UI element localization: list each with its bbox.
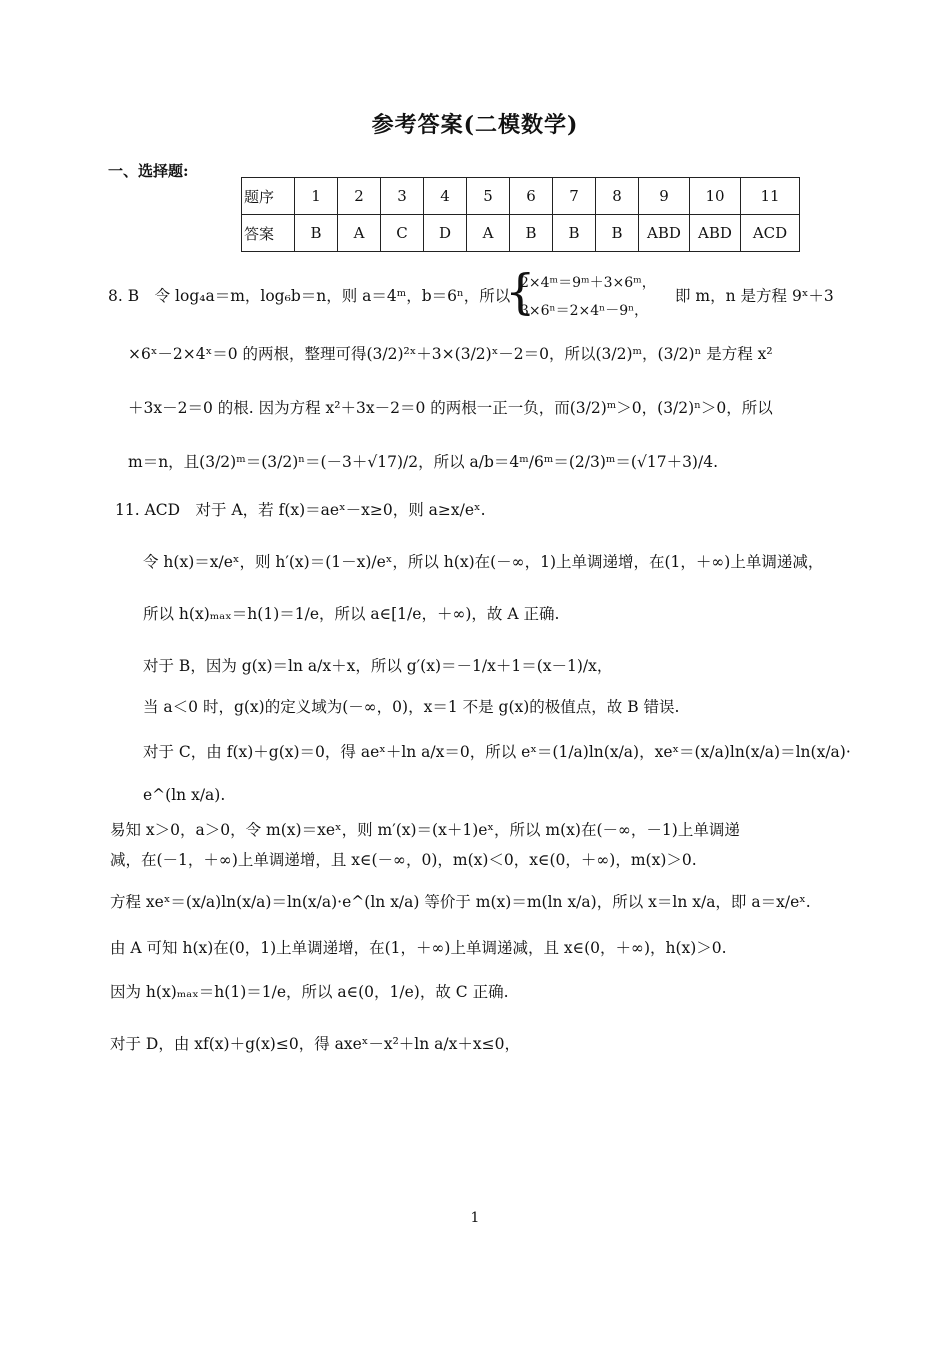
table-cell: 10	[690, 178, 741, 215]
section-heading: 一、选择题:	[108, 162, 189, 180]
table-cell: 8	[596, 178, 639, 215]
table-cell: D	[424, 215, 467, 252]
table-cell: 6	[510, 178, 553, 215]
table-cell: ABD	[690, 215, 741, 252]
q8-line-2: ×6ˣ－2×4ˣ＝0 的两根，整理可得(3/2)²ˣ＋3×(3/2)ˣ－2＝0，所以(3/2)ᵐ，(3/2)ⁿ 是方程 x²	[128, 345, 773, 363]
q11-line-5: 当 a＜0 时，g(x)的定义域为(－∞，0)，x＝1 不是 g(x)的极值点，故 B 错误.	[143, 698, 680, 716]
q11-line-12: 因为 h(x)ₘₐₓ＝h(1)＝1/e，所以 a∈(0，1/e)，故 C 正确.	[110, 983, 509, 1001]
q11-line-13: 对于 D，由 xf(x)＋g(x)≤0，得 axeˣ－x²＋ln a/x＋x≤0，	[110, 1035, 520, 1053]
q11-line-9: 减，在(－1，＋∞)上单调递增，且 x∈(－∞，0)，m(x)＜0，x∈(0，＋∞)，m(x)＞0.	[110, 851, 697, 869]
q8-line-1b: 即 m，n 是方程 9ˣ＋3	[675, 287, 834, 305]
row-label: 题序	[242, 178, 295, 215]
table-cell: ABD	[639, 215, 690, 252]
q11-line-11: 由 A 可知 h(x)在(0，1)上单调递增，在(1，＋∞)上单调递减，且 x∈(0，＋∞)，h(x)＞0.	[110, 939, 727, 957]
table-row	[242, 215, 800, 252]
q8-line-3: ＋3x－2＝0 的根. 因为方程 x²＋3x－2＝0 的两根一正一负，而(3/2)ᵐ＞0，(3/2)ⁿ＞0，所以	[128, 399, 773, 417]
table-cell: B	[596, 215, 639, 252]
table-cell: 4	[424, 178, 467, 215]
table-cell: 11	[741, 178, 800, 215]
q8-line-4: m＝n，且(3/2)ᵐ＝(3/2)ⁿ＝(－3＋√17)/2，所以 a/b＝4ᵐ/6ᵐ＝(2/3)ᵐ＝(√17＋3)/4.	[128, 453, 718, 471]
q11-line-10: 方程 xeˣ＝(x/a)ln(x/a)＝ln(x/a)·e^(ln x/a) 等价于 m(x)＝m(ln x/a)，所以 x＝ln x/a，即 a＝x/eˣ.	[110, 893, 811, 911]
q8-system-eq2: 3×6ⁿ＝2×4ⁿ－9ⁿ，	[520, 303, 649, 319]
table-cell: C	[381, 215, 424, 252]
q8-system-eq1: 2×4ᵐ＝9ᵐ＋3×6ᵐ，	[520, 275, 656, 291]
table-cell: ACD	[741, 215, 800, 252]
table-cell: A	[338, 215, 381, 252]
q11-line-6: 对于 C，由 f(x)＋g(x)＝0，得 aeˣ＋ln a/x＝0，所以 eˣ＝(1/a)ln(x/a)，xeˣ＝(x/a)ln(x/a)＝ln(x/a)·	[143, 743, 851, 761]
table-cell: 7	[553, 178, 596, 215]
q11-line-8: 易知 x＞0，a＞0，令 m(x)＝xeˣ，则 m′(x)＝(x＋1)eˣ，所以 m(x)在(－∞，－1)上单调递	[110, 821, 740, 839]
table-cell: 2	[338, 178, 381, 215]
q8-line-1a: 8. B 令 log₄a＝m，log₆b＝n，则 a＝4ᵐ，b＝6ⁿ，所以	[108, 287, 511, 305]
table-cell: B	[510, 215, 553, 252]
table-cell: B	[553, 215, 596, 252]
q11-line-3: 所以 h(x)ₘₐₓ＝h(1)＝1/e，所以 a∈[1/e，＋∞)，故 A 正确.	[143, 605, 560, 623]
q11-line-2: 令 h(x)＝x/eˣ，则 h′(x)＝(1－x)/eˣ，所以 h(x)在(－∞，1)上单调递增，在(1，＋∞)上单调递减，	[143, 553, 824, 571]
table-cell: B	[295, 215, 338, 252]
system-brace: {	[505, 264, 536, 320]
table-cell: 1	[295, 178, 338, 215]
answer-table	[241, 177, 800, 252]
page-title: 参考答案(二模数学)	[371, 112, 579, 138]
table-row	[242, 178, 800, 215]
page-number: 1	[470, 1210, 480, 1226]
q11-line-1: 11. ACD 对于 A，若 f(x)＝aeˣ－x≥0，则 a≥x/eˣ.	[115, 501, 486, 519]
row-label: 答案	[242, 215, 295, 252]
table-cell: 5	[467, 178, 510, 215]
q11-line-4: 对于 B，因为 g(x)＝ln a/x＋x，所以 g′(x)＝－1/x＋1＝(x－1)/x，	[143, 657, 613, 675]
table-cell: A	[467, 215, 510, 252]
table-cell: 9	[639, 178, 690, 215]
q11-line-7: e^(ln x/a).	[143, 786, 226, 804]
table-cell: 3	[381, 178, 424, 215]
